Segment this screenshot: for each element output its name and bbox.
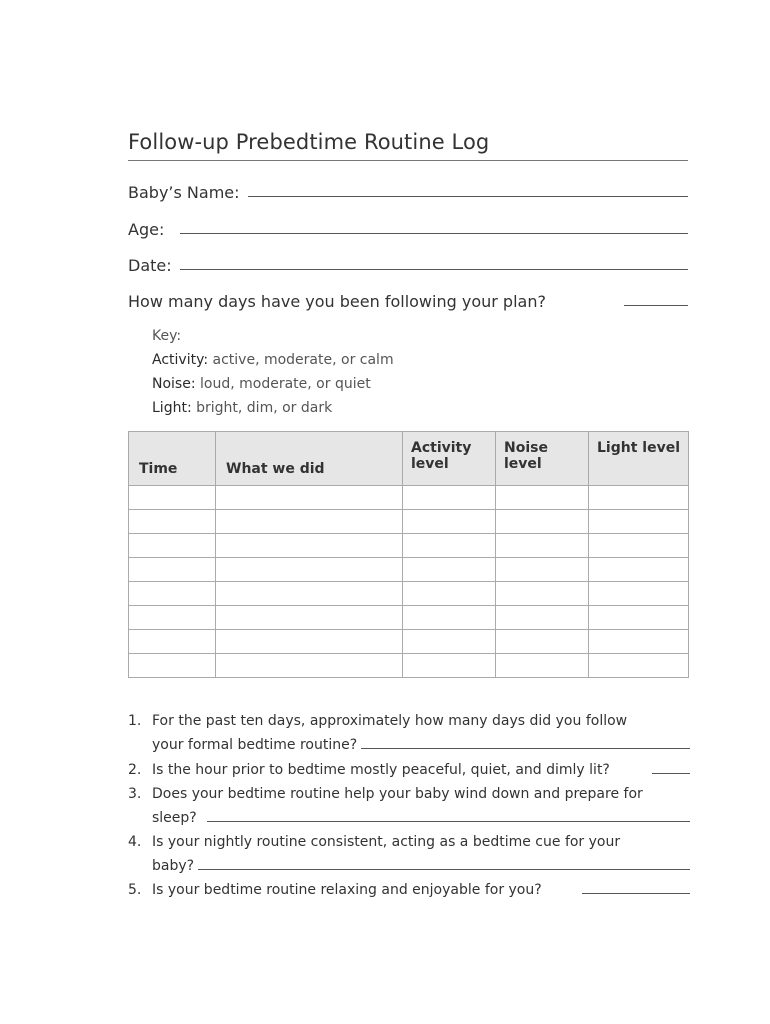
- key-activity-values: active, moderate, or calm: [212, 352, 394, 368]
- header-light-level: Light level: [589, 432, 689, 486]
- cell-light-level[interactable]: [589, 582, 689, 606]
- table-row: [129, 534, 689, 558]
- days-following-field[interactable]: [128, 287, 688, 311]
- question-1-text-a: For the past ten days, approximately how many days did you follow: [152, 713, 628, 729]
- question-2-number: 2.: [128, 762, 142, 778]
- cell-time[interactable]: [129, 534, 216, 558]
- question-1-number: 1.: [128, 713, 142, 729]
- question-3-answer-blank[interactable]: [207, 821, 690, 822]
- cell-what-we-did[interactable]: [216, 630, 403, 654]
- question-3-text-b: sleep?: [152, 810, 197, 826]
- cell-what-we-did[interactable]: [216, 510, 403, 534]
- key-heading: Key:: [152, 328, 182, 344]
- days-following-label: How many days have you been following your plan?: [128, 292, 546, 311]
- header-noise-level: Noise level: [496, 432, 589, 486]
- cell-activity-level[interactable]: [403, 630, 496, 654]
- baby-name-label: Baby’s Name:: [128, 183, 240, 202]
- question-5-text: Is your bedtime routine relaxing and enjoyable for you?: [152, 882, 542, 898]
- cell-what-we-did[interactable]: [216, 486, 403, 510]
- cell-what-we-did[interactable]: [216, 606, 403, 630]
- title-divider: [128, 160, 688, 161]
- cell-activity-level[interactable]: [403, 510, 496, 534]
- key-activity: [152, 352, 394, 368]
- question-3-text-a: Does your bedtime routine help your baby wind down and prepare for: [152, 786, 643, 802]
- table-row: [129, 510, 689, 534]
- question-2-answer-blank[interactable]: [652, 773, 690, 774]
- age-label: Age:: [128, 220, 165, 239]
- date-field[interactable]: [128, 251, 688, 275]
- cell-activity-level[interactable]: [403, 534, 496, 558]
- question-4-text-a: Is your nightly routine consistent, acting as a bedtime cue for your: [152, 834, 621, 850]
- cell-activity-level[interactable]: [403, 654, 496, 678]
- cell-light-level[interactable]: [589, 558, 689, 582]
- question-4-text-b: baby?: [152, 858, 195, 874]
- table-row: [129, 630, 689, 654]
- age-field[interactable]: [128, 215, 688, 239]
- date-label: Date:: [128, 256, 172, 275]
- key-activity-label: Activity:: [152, 352, 209, 368]
- cell-time[interactable]: [129, 606, 216, 630]
- baby-name-blank[interactable]: [248, 196, 688, 197]
- key-light-label: Light:: [152, 400, 192, 416]
- cell-what-we-did[interactable]: [216, 558, 403, 582]
- cell-noise-level[interactable]: [496, 486, 589, 510]
- cell-light-level[interactable]: [589, 486, 689, 510]
- cell-time[interactable]: [129, 582, 216, 606]
- key-noise: [152, 376, 371, 392]
- key-noise-values: loud, moderate, or quiet: [200, 376, 371, 392]
- cell-activity-level[interactable]: [403, 558, 496, 582]
- routine-log-table: [128, 431, 689, 678]
- age-blank[interactable]: [180, 233, 688, 234]
- days-following-blank[interactable]: [624, 305, 688, 306]
- cell-time[interactable]: [129, 630, 216, 654]
- cell-noise-level[interactable]: [496, 534, 589, 558]
- cell-noise-level[interactable]: [496, 510, 589, 534]
- table-header-row: [129, 432, 689, 486]
- question-4-answer-blank[interactable]: [198, 869, 690, 870]
- cell-time[interactable]: [129, 510, 216, 534]
- question-4-number: 4.: [128, 834, 142, 850]
- page-title: Follow-up Prebedtime Routine Log: [128, 130, 490, 154]
- cell-time[interactable]: [129, 486, 216, 510]
- header-activity-level: Activity level: [403, 432, 496, 486]
- cell-activity-level[interactable]: [403, 606, 496, 630]
- cell-noise-level[interactable]: [496, 582, 589, 606]
- table-row: [129, 606, 689, 630]
- cell-what-we-did[interactable]: [216, 534, 403, 558]
- key-light-values: bright, dim, or dark: [196, 400, 333, 416]
- cell-what-we-did[interactable]: [216, 654, 403, 678]
- cell-light-level[interactable]: [589, 654, 689, 678]
- cell-time[interactable]: [129, 654, 216, 678]
- cell-what-we-did[interactable]: [216, 582, 403, 606]
- cell-activity-level[interactable]: [403, 582, 496, 606]
- cell-light-level[interactable]: [589, 510, 689, 534]
- question-5-answer-blank[interactable]: [582, 893, 690, 894]
- table-row: [129, 654, 689, 678]
- cell-light-level[interactable]: [589, 606, 689, 630]
- question-5-number: 5.: [128, 882, 142, 898]
- table-row: [129, 558, 689, 582]
- cell-noise-level[interactable]: [496, 654, 589, 678]
- table-row: [129, 486, 689, 510]
- cell-light-level[interactable]: [589, 630, 689, 654]
- question-3-number: 3.: [128, 786, 142, 802]
- table-row: [129, 582, 689, 606]
- cell-light-level[interactable]: [589, 534, 689, 558]
- question-1-answer-blank[interactable]: [361, 748, 690, 749]
- cell-noise-level[interactable]: [496, 558, 589, 582]
- question-2-text: Is the hour prior to bedtime mostly peaceful, quiet, and dimly lit?: [152, 762, 610, 778]
- date-blank[interactable]: [180, 269, 688, 270]
- cell-time[interactable]: [129, 558, 216, 582]
- header-what-we-did: What we did: [216, 432, 403, 486]
- question-1-text-b: your formal bedtime routine?: [152, 737, 358, 753]
- key-noise-label: Noise:: [152, 376, 196, 392]
- baby-name-field[interactable]: [128, 178, 688, 202]
- table-body: [129, 486, 689, 678]
- key-light: [152, 400, 332, 416]
- header-time: Time: [129, 432, 216, 486]
- cell-activity-level[interactable]: [403, 486, 496, 510]
- cell-noise-level[interactable]: [496, 606, 589, 630]
- cell-noise-level[interactable]: [496, 630, 589, 654]
